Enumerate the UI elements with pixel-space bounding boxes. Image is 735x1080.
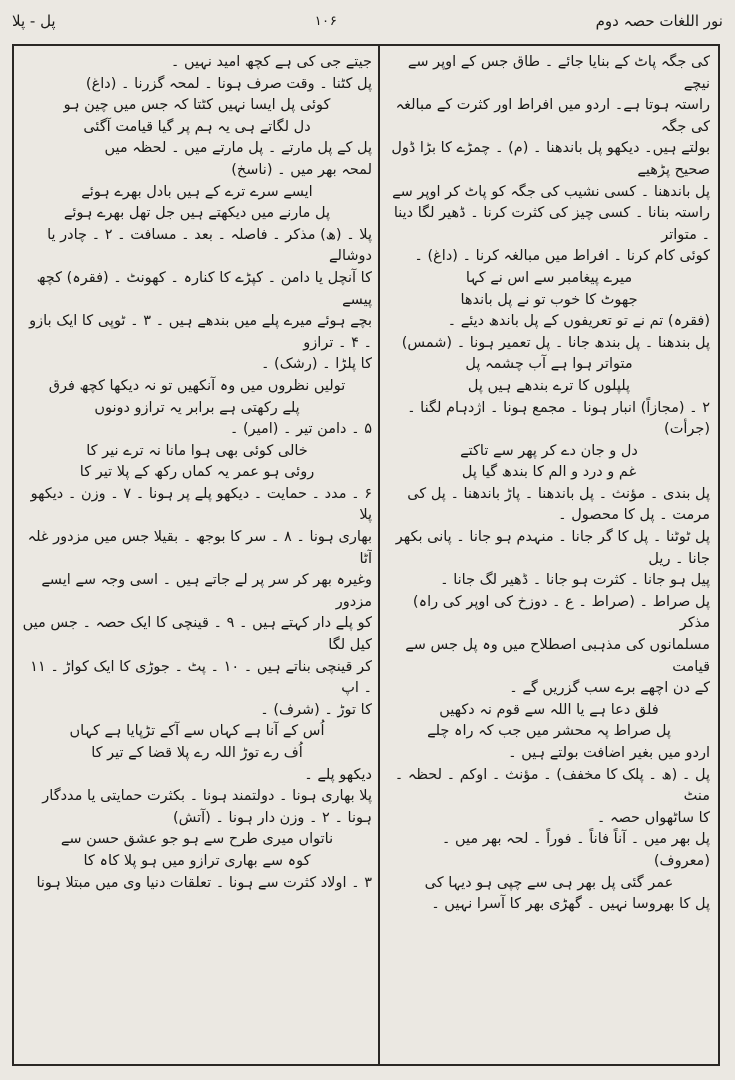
verse-line: روئی ہو عمر یہ کماں رکھ کے پلا تیر کا xyxy=(79,464,315,481)
entry-line: کا توڑ ۔ (شرف) ۔ xyxy=(260,701,372,718)
verse-line: جھوٹ کا خوب تو نے پل باندھا xyxy=(460,291,638,308)
entry-line: پل صراط ۔ (صراط ۔ ع ۔ دوزخ کی اوپر کی راہ) مذکر xyxy=(412,593,710,632)
entry-line: مسلمانوں کی مذہبی اصطلاح میں وہ پل جس سے قیامت xyxy=(405,637,710,675)
entry-line: مرمت ۔ پل کا محصول ۔ xyxy=(558,507,710,524)
entry-line: ۳ ۔ اولاد کثرت سے ہونا ۔ تعلقات دنیا وی میں مبتلا ہونا xyxy=(36,874,372,891)
page-header xyxy=(12,0,723,42)
verse-line: اُف رے توڑ اللہ رے پلا قضا کے تیر کا xyxy=(91,745,303,761)
entry-line: جیتے جی کی ہے کچھ امید نہیں ۔ xyxy=(170,54,372,70)
entry-line: صحیح پڑھیے xyxy=(637,161,710,178)
entry-line: کے دن اچھے برے سب گزریں گے ۔ xyxy=(509,680,710,697)
entry-line: پل باندھنا ۔ کسی نشیب کی جگہ کو پاٹ کر اوپر سے xyxy=(392,183,710,200)
verse-line: کوہ سے بھاری ترازو میں ہو پلا کاہ کا xyxy=(83,852,311,869)
entry-line: پلا بھاری ہونا ۔ دولتمند ہونا ۔ بکثرت حمایتی یا مددگار xyxy=(42,788,372,805)
entry-line: کر قینچی بناتے ہیں ۔ ۱۰ ۔ پٹ ۔ جوڑی کا ایک کواڑ ۔ ۱۱ ۔ اپ xyxy=(30,658,372,697)
entry-line: ۶ ۔ مدد ۔ حمایت ۔ دیکھو پلے پر ہونا ۔ ۷ ۔ وزن ۔ دیکھو پلا xyxy=(30,485,372,524)
entry-line: پلا ۔ (ھ) مذکر ۔ فاصلہ ۔ بعد ۔ مسافت ۔ ۲ ۔ چادر یا دوشالے xyxy=(47,226,372,265)
verse-line: پل مارنے میں دیکھتے ہیں جل تھل بھرے ہوئے xyxy=(63,205,331,222)
entry-line: راستہ ہوتا ہے۔ اردو میں افراط اور کثرت کے مبالغہ کی جگہ xyxy=(395,97,710,135)
entry-line: بھاری ہونا ۔ ۸ ۔ سر کا بوجھ ۔ بقیلا جس میں مزدور غلہ آٹا xyxy=(27,529,372,567)
verse-line: غم و درد و الم کا بندھ گیا پل xyxy=(461,464,637,481)
entry-line: کا ساٹھواں حصہ ۔ xyxy=(596,809,710,826)
verse-line: کوئی پل ایسا نہیں کٹتا کہ جس میں چین ہو xyxy=(63,97,331,114)
verse-line: پلپلوں کا ترے بندھے ہیں پل xyxy=(467,377,631,394)
entry-line: پل بھر میں ۔ آناً فاناً ۔ فوراً ۔ لحہ بھر میں ۔ (معروف) xyxy=(441,831,710,869)
entry-line: اردو میں بغیر اضافت بولتے ہیں ۔ xyxy=(508,745,710,761)
verse-line: ناتواں میری طرح سے ہو جو عشق حسن سے xyxy=(60,831,334,848)
entry-line: بچے ہوئے میرے پلے میں بندھے ہیں ۔ ۳ ۔ ٹوپی کا ایک بازو ۔ ۴ ۔ ترازو xyxy=(29,313,372,351)
verse-line: تولیں نظروں میں وہ آنکھیں تو نہ دیکھا کچھ فرق xyxy=(48,377,346,394)
verse-line: متواتر ہوا ہے آب چشمہ پل xyxy=(465,356,633,373)
verse-line: پلے رکھتی ہے برابر یہ ترازو دونوں xyxy=(94,399,300,416)
entry-line: پل ۔ (ھ ۔ پلک کا مخفف) ۔ مؤنث ۔ اوکم ۔ لحظہ ۔ منٹ xyxy=(394,766,710,805)
entry-line: لمحہ بھر میں ۔ (ناسخ) xyxy=(231,161,372,178)
verse-line: اُس کے آنا ہے کہاں سے آکے تڑپایا ہے کہاں xyxy=(69,723,325,740)
entry-line: پل کے پل مارتے ۔ پل مارتے میں ۔ لحظہ میں xyxy=(104,140,372,157)
header-left-title: پل - پلا xyxy=(12,12,56,30)
entry-line: وغیرہ بھر کر سر پر لے جاتے ہیں ۔ اسی وجہ سے ایسے مزدور xyxy=(41,572,372,610)
entry-line: کا آنچل یا دامن ۔ کپڑے کا کنارہ ۔ کھونٹ ۔ (فقرہ) کچھ پیسے xyxy=(36,269,372,308)
entry-line: کوئی کام کرنا ۔ افراط میں مبالغہ کرنا ۔ (داغ) ۔ xyxy=(414,248,710,265)
right-column xyxy=(388,52,710,1060)
entry-line: کو پلے دار کہتے ہیں ۔ ۹ ۔ قینچی کا ایک حصہ ۔ جس میں کیل لگا xyxy=(22,615,372,654)
entry-line: پیل ہو جانا ۔ کثرت ہو جانا ۔ ڈھیر لگ جانا ۔ xyxy=(440,572,710,589)
entry-line: ہونا ۔ ۲ ۔ وزن دار ہونا ۔ (آتش) xyxy=(172,809,372,826)
page-number: ۱۰۶ xyxy=(313,13,338,29)
verse-line: دل لگاتے ہی یہ ہم پر گیا قیامت آگئی xyxy=(83,118,311,135)
entry-line: راستہ بنانا ۔ کسی چیز کی کثرت کرنا ۔ ڈھیر لگا دینا ۔ متواتر xyxy=(393,205,710,243)
entry-line: پل کٹنا ۔ وقت صرف ہونا ۔ لمحہ گزرنا ۔ (داغ) xyxy=(85,75,372,92)
entry-line: دیکھو پلے ۔ xyxy=(304,766,372,783)
column-divider xyxy=(378,44,380,1066)
verse-line: ایسے سرے ترے کے ہیں بادل بھرے ہوئے xyxy=(81,183,313,200)
verse-line: پل صراط پہ محشر میں جب کہ راہ چلے xyxy=(427,723,671,740)
left-column xyxy=(22,52,372,1060)
entry-line: کی جگہ پاٹ کے بنایا جائے ۔ طاق جس کے اوپر سے نیچے xyxy=(407,54,710,92)
verse-line: دل و جان دے کر پھر سے تاکتے xyxy=(460,442,638,459)
entry-line: ۵ ۔ دامن تیر ۔ (امیر) ۔ xyxy=(229,421,372,438)
entry-line: بولتے ہیں۔ دیکھو پل باندھنا ۔ (م) ۔ چمڑے کا بڑا ڈول xyxy=(391,140,710,157)
entry-line: پل ٹوٹنا ۔ پل کا گر جانا ۔ منہدم ہو جانا ۔ پانی بکھر جانا ۔ ریل xyxy=(395,529,710,567)
verse-line: خالی کوئی بھی ہوا مانا نہ ترے نیر کا xyxy=(86,442,308,459)
entry-line: (فقرہ) تم نے تو تعریفوں کے پل باندھ دیئے ۔ xyxy=(447,313,710,330)
entry-line: پل بندی ۔ مؤنث ۔ پل باندھنا ۔ پاڑ باندھنا ۔ پل کی xyxy=(407,485,710,502)
entry-line: ۲ ۔ (مجازاً) انبار ہونا ۔ مجمع ہونا ۔ اژدہام لگنا ۔ (جرأت) xyxy=(407,399,710,438)
verse-line: عمر گئی پل بھر ہی سے چپی ہو دیہا کی xyxy=(424,874,674,891)
header-right-title: نور اللغات حصہ دوم xyxy=(595,12,723,30)
verse-line: فلق دعا ہے یا اللہ سے قوم نہ دکھیں xyxy=(439,701,659,718)
entry-line: کا پلڑا ۔ (رشک) ۔ xyxy=(260,356,372,373)
verse-line: میرے پیغامبر سے اس نے کہا xyxy=(465,269,633,286)
entry-line: پل کا بھروسا نہیں ۔ گھڑی بھر کا آسرا نہیں ۔ xyxy=(431,896,710,913)
entry-line: پل بندھنا ۔ پل بندھ جانا ۔ پل تعمیر ہونا ۔ (شمس) xyxy=(401,334,710,351)
